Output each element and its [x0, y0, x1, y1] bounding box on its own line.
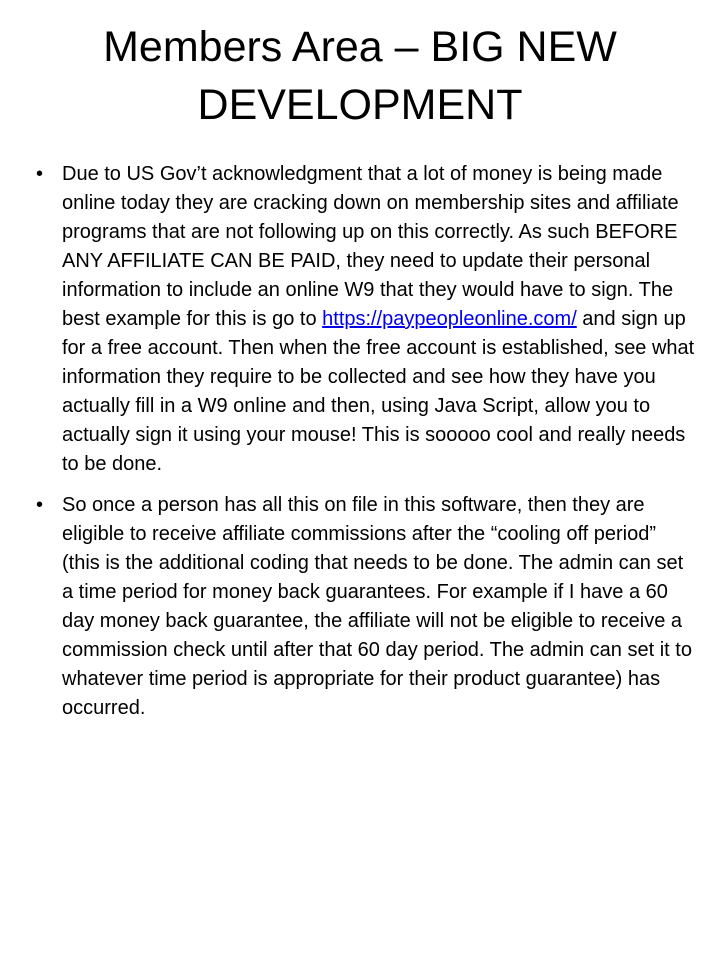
bullet-text-after-link: and sign up for a free account. Then when the free account is established, see what information they require to be collected and see how they have you actually fill in a W9 online and then, using Java Script, allow you to actually sign it using your mouse! This is sooooo cool and really needs to be done.: [62, 308, 695, 475]
bullet-icon: •: [36, 163, 44, 185]
bullet-list: [36, 160, 696, 735]
paypeopleonline-link[interactable]: https://paypeopleonline.com/: [322, 308, 577, 330]
bullet-icon: •: [36, 494, 44, 516]
bullet-item-cooling-off: [36, 491, 696, 723]
bullet-item-w9: [36, 160, 696, 479]
bullet-text: So once a person has all this on file in this software, then they are eligible to receive affiliate commissions after the “cooling off period” (this is the additional coding that needs to be done. The admin can set a time period for money back guarantees. For example if I have a 60 day money back guarantee, the affiliate will not be eligible to receive a commission check until after that 60 day period. The admin can set it to whatever time period is appropriate for their product guarantee) has occurred.: [62, 494, 692, 719]
slide-title: Members Area – BIG NEW DEVELOPMENT: [103, 23, 617, 129]
bullet-text-before-link: Due to US Gov’t acknowledgment that a lot of money is being made online today they are cracking down on membership sites and affiliate programs that are not following up on this correctly. As such BEFORE ANY AFFILIATE CAN BE PAID, they need to update their personal information to include an online W9 that they would have to sign. The best example for this is go to: [62, 163, 679, 330]
